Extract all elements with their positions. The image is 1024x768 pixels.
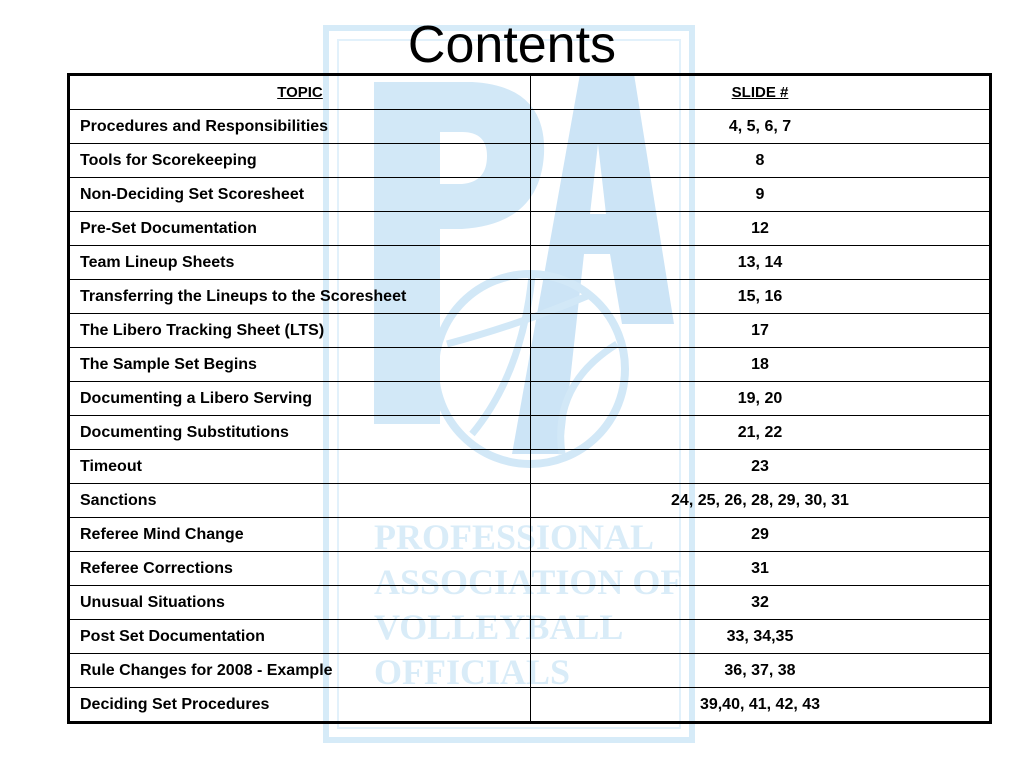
slide-cell: 33, 34,35 [531, 620, 991, 654]
table-row [69, 450, 991, 484]
table-header-row [69, 75, 991, 110]
topic-cell: Documenting Substitutions [69, 416, 531, 450]
topic-cell: Non-Deciding Set Scoresheet [69, 178, 531, 212]
table-row [69, 178, 991, 212]
watermark-line-2: ASSOCIATION OF [374, 562, 683, 602]
table-row [69, 586, 991, 620]
table-row [69, 518, 991, 552]
slide-cell: 18 [531, 348, 991, 382]
slide-cell: 8 [531, 144, 991, 178]
slide-cell: 12 [531, 212, 991, 246]
slide-cell: 32 [531, 586, 991, 620]
topic-cell: Unusual Situations [69, 586, 531, 620]
header-slide-number: SLIDE # [531, 75, 991, 110]
table-row [69, 382, 991, 416]
topic-cell: Referee Corrections [69, 552, 531, 586]
watermark-line-1: PROFESSIONAL [374, 517, 655, 557]
topic-cell: Referee Mind Change [69, 518, 531, 552]
topic-cell: Timeout [69, 450, 531, 484]
slide-cell: 31 [531, 552, 991, 586]
topic-cell: The Libero Tracking Sheet (LTS) [69, 314, 531, 348]
table-row [69, 280, 991, 314]
topic-cell: Tools for Scorekeeping [69, 144, 531, 178]
topic-cell: Pre-Set Documentation [69, 212, 531, 246]
table-row [69, 416, 991, 450]
slide-cell: 17 [531, 314, 991, 348]
slide-cell: 19, 20 [531, 382, 991, 416]
slide-cell: 21, 22 [531, 416, 991, 450]
topic-cell: Procedures and Responsibilities [69, 110, 531, 144]
topic-cell: Sanctions [69, 484, 531, 518]
table-row [69, 246, 991, 280]
table-row [69, 654, 991, 688]
table-row [69, 484, 991, 518]
topic-cell: Transferring the Lineups to the Scoresheet [69, 280, 531, 314]
watermark-line-4: OFFICIALS [374, 652, 571, 692]
slide-cell: 36, 37, 38 [531, 654, 991, 688]
slide-cell: 39,40, 41, 42, 43 [531, 688, 991, 723]
table-row [69, 552, 991, 586]
topic-cell: Post Set Documentation [69, 620, 531, 654]
page-title: Contents [407, 16, 617, 74]
slide-cell: 23 [531, 450, 991, 484]
table-row [69, 212, 991, 246]
topic-cell: The Sample Set Begins [69, 348, 531, 382]
table-row [69, 348, 991, 382]
contents-table [67, 73, 992, 724]
slide-cell: 9 [531, 178, 991, 212]
table-row [69, 110, 991, 144]
topic-cell: Rule Changes for 2008 - Example [69, 654, 531, 688]
table-row [69, 144, 991, 178]
slide-cell: 24, 25, 26, 28, 29, 30, 31 [531, 484, 991, 518]
slide-cell: 15, 16 [531, 280, 991, 314]
watermark-line-3: VOLLEYBALL [374, 607, 624, 647]
topic-cell: Documenting a Libero Serving [69, 382, 531, 416]
topic-cell: Team Lineup Sheets [69, 246, 531, 280]
table-row [69, 314, 991, 348]
topic-cell: Deciding Set Procedures [69, 688, 531, 723]
table-row [69, 620, 991, 654]
slide-cell: 13, 14 [531, 246, 991, 280]
slide-cell: 4, 5, 6, 7 [531, 110, 991, 144]
table-row [69, 688, 991, 723]
header-topic: TOPIC [69, 75, 531, 110]
slide-cell: 29 [531, 518, 991, 552]
